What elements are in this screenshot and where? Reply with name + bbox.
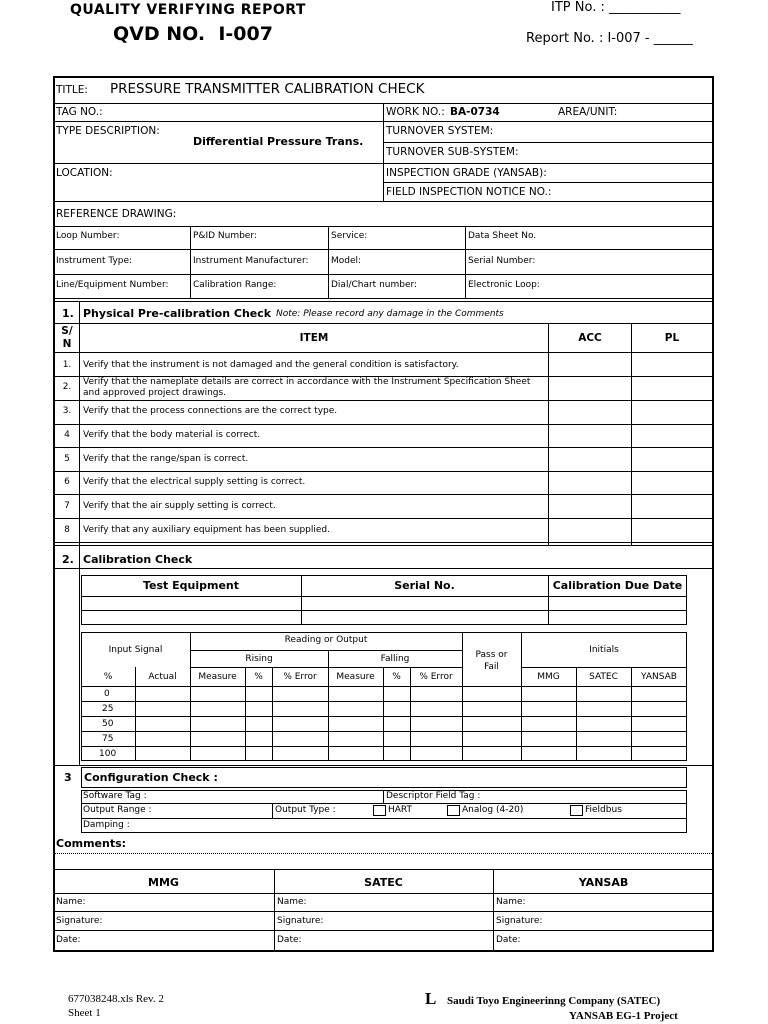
footer-company: Saudi Toyo Engineerinng Company (SATEC) [447,995,661,1007]
form-title: PRESSURE TRANSMITTER CALIBRATION CHECK [110,81,425,97]
col-rising-measure: Measure [198,672,237,682]
col-yansab: YANSAB [641,672,677,682]
section1-title: Physical Pre-calibration Check [83,307,272,320]
work-no-label: WORK NO.: [386,106,445,118]
hart-checkbox[interactable] [373,805,386,816]
turnover-system-label: TURNOVER SYSTEM: [386,125,494,137]
software-tag-label: Software Tag : [83,791,147,801]
report-title: QUALITY VERIFYING REPORT [70,2,306,18]
cal-row-percent: 25 [102,704,114,714]
signoff-party: YANSAB [578,876,629,889]
info-cell: Model: [331,256,362,266]
check-item: Verify that the body material is correct. [83,430,261,440]
name-label: Name: [496,897,526,907]
check-sn: 8 [64,525,70,535]
fieldbus-label: Fieldbus [585,805,622,815]
location-label: LOCATION: [56,167,113,179]
fieldbus-checkbox[interactable] [570,805,583,816]
col-satec: SATEC [589,672,618,682]
cal-row-percent: 100 [99,749,117,759]
section2-number: 2. [62,553,74,566]
company-logo-icon: L [425,989,437,1008]
check-item: Verify that any auxiliary equipment has been supplied. [83,525,331,535]
initials-header: Initials [589,645,619,655]
reading-output-header: Reading or Output [284,635,368,645]
col-rising-error: % Error [283,672,317,682]
item-header: ITEM [299,332,329,344]
signoff-party: SATEC [364,876,403,889]
analog-checkbox[interactable] [447,805,460,816]
check-item: Verify that the process connections are the correct type. [83,406,338,416]
footer-project: YANSAB EG-1 Project [569,1010,678,1022]
check-item: Verify that the nameplate details are correct in accordance with the Instrument Specification Sheet and approved project drawings. [83,377,531,398]
col-percent: % [103,672,113,682]
analog-label: Analog (4-20) [462,805,524,815]
check-item: Verify that the range/span is correct. [83,454,249,464]
info-cell: Loop Number: [56,231,120,241]
signature-label: Signature: [496,916,543,926]
name-label: Name: [56,897,86,907]
info-cell: Line/Equipment Number: [56,280,169,290]
hart-label: HART [388,805,413,815]
section1-note: Note: Please record any damage in the Comments [276,309,504,319]
report-number: Report No. : I-007 - ______ [526,31,693,46]
type-description-label: TYPE DESCRIPTION: [56,125,160,137]
work-no-value: BA-0734 [450,106,500,118]
sn-header: S/ N [61,325,73,350]
cal-row-percent: 0 [104,689,110,699]
field-inspection-label: FIELD INSPECTION NOTICE NO.: [386,186,552,198]
type-description-value: Differential Pressure Trans. [193,135,364,148]
acc-header: ACC [578,332,602,344]
name-label: Name: [277,897,307,907]
col-falling-measure: Measure [336,672,375,682]
check-item: Verify that the instrument is not damaged and the general condition is satisfactory. [83,360,459,370]
signature-label: Signature: [277,916,324,926]
section1-number: 1. [62,307,74,320]
output-range-label: Output Range : [83,805,152,815]
comments-divider [53,853,714,854]
qvd-number: QVD NO. I-007 [113,23,273,45]
output-type-label: Output Type : [275,805,336,815]
check-item: Verify that the electrical supply setting is correct. [83,477,306,487]
cal-row-percent: 50 [102,719,114,729]
date-label: Date: [496,935,521,945]
cal-due-date-header: Calibration Due Date [552,579,683,592]
info-cell: P&ID Number: [193,231,257,241]
area-unit-label: AREA/UNIT: [558,106,618,118]
col-falling-error: % Error [419,672,453,682]
damping-label: Damping : [83,820,130,830]
cal-row-percent: 75 [102,734,114,744]
turnover-subsystem-label: TURNOVER SUB-SYSTEM: [386,146,519,158]
info-cell: Serial Number: [468,256,536,266]
pass-fail-header: Pass or Fail [475,650,508,672]
signoff-party: MMG [148,876,179,889]
inspection-grade-label: INSPECTION GRADE (YANSAB): [386,167,547,179]
check-sn: 7 [64,501,70,511]
footer-file: 677038248.xls Rev. 2 [68,993,164,1005]
comments-label: Comments: [56,837,127,850]
info-cell: Instrument Type: [56,256,133,266]
pl-header: PL [664,332,680,344]
check-sn: 1. [62,360,72,370]
check-sn: 2. [62,382,72,392]
col-rising-pct: % [254,672,263,682]
date-label: Date: [56,935,81,945]
reference-drawing-label: REFERENCE DRAWING: [56,208,177,220]
info-cell: Data Sheet No. [468,231,537,241]
info-cell: Electronic Loop: [468,280,540,290]
info-cell: Service: [331,231,368,241]
check-sn: 6 [64,477,70,487]
itp-number: ITP No. : ___________ [551,0,681,15]
col-falling-pct: % [392,672,401,682]
info-cell: Dial/Chart number: [331,280,418,290]
serial-no-header: Serial No. [394,579,455,592]
test-equipment-header: Test Equipment [142,579,239,592]
title-label: TITLE: [56,84,88,96]
check-sn: 4 [64,430,70,440]
col-actual: Actual [148,672,177,682]
info-cell: Instrument Manufacturer: [193,256,309,266]
falling-header: Falling [380,654,410,664]
tag-no-label: TAG NO.: [56,106,103,118]
check-item: Verify that the air supply setting is correct. [83,501,276,511]
section2-title: Calibration Check [83,553,193,566]
section3-number: 3 [64,771,72,784]
check-sn: 5 [64,454,70,464]
col-mmg: MMG [537,672,560,682]
descriptor-tag-label: Descriptor Field Tag : [386,791,481,801]
footer-sheet: Sheet 1 [68,1007,101,1019]
section3-title: Configuration Check : [84,771,218,784]
signature-label: Signature: [56,916,103,926]
date-label: Date: [277,935,302,945]
info-cell: Calibration Range: [193,280,277,290]
input-signal-header: Input Signal [108,645,163,655]
check-sn: 3. [62,406,72,416]
rising-header: Rising [245,654,273,664]
